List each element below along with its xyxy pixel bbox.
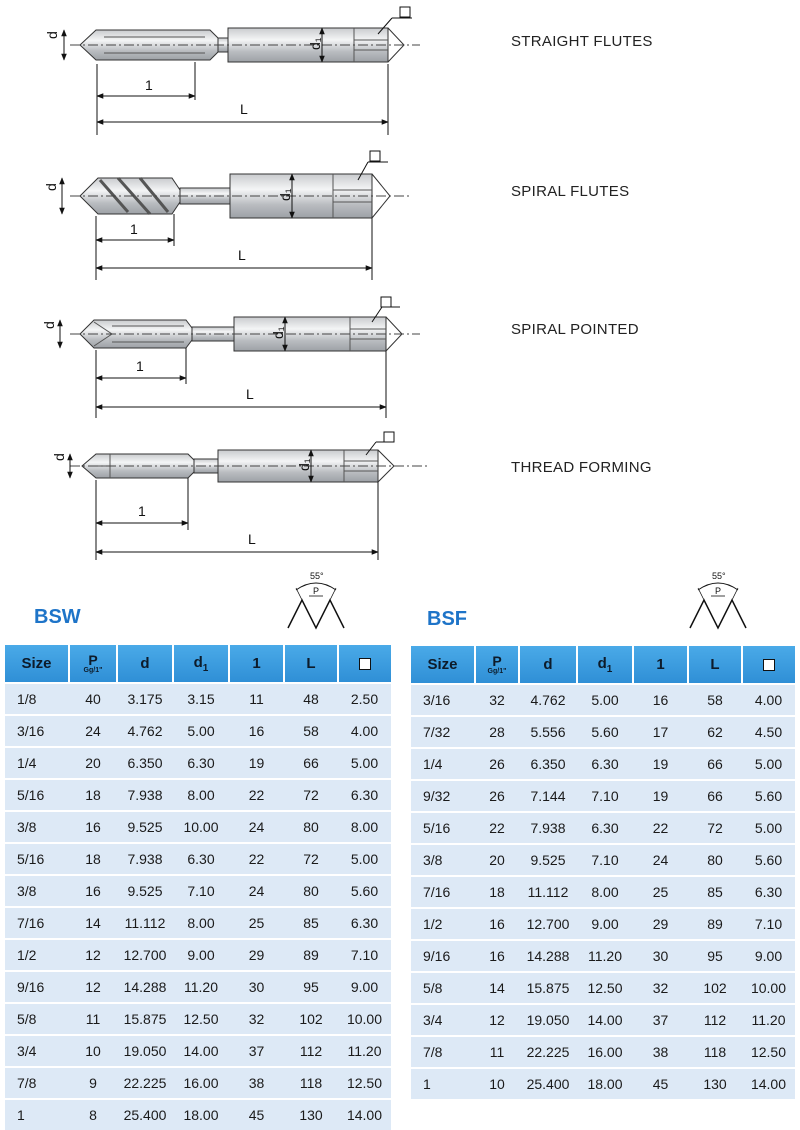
bsw-header-row: [5, 645, 391, 683]
cell-l: 16: [633, 684, 688, 716]
table-row: [5, 1003, 391, 1035]
cell-d: 11.112: [519, 876, 577, 908]
svg-text:1: 1: [138, 503, 146, 519]
cell-square: 5.00: [742, 748, 795, 780]
cell-d: 9.525: [117, 811, 173, 843]
cell-l: 24: [229, 875, 284, 907]
cell-L: 58: [284, 715, 338, 747]
svg-text:d₁: d₁: [277, 188, 293, 201]
cell-d: 11.112: [117, 907, 173, 939]
cell-pitch: 11: [475, 1036, 519, 1068]
cell-L: 80: [284, 875, 338, 907]
cell-size: 7/16: [5, 907, 69, 939]
cell-size: 3/4: [411, 1004, 475, 1036]
cell-pitch: 16: [69, 811, 117, 843]
cell-L: 102: [284, 1003, 338, 1035]
table-row: [5, 811, 391, 843]
cell-square: 12.50: [742, 1036, 795, 1068]
table-row: [411, 684, 795, 716]
cell-size: 9/16: [5, 971, 69, 1003]
cell-d1: 8.00: [173, 907, 229, 939]
cell-L: 118: [688, 1036, 742, 1068]
cell-pitch: 16: [475, 908, 519, 940]
cell-square: 2.50: [338, 683, 391, 715]
bsf-header-row: [411, 646, 795, 684]
table-row: [5, 779, 391, 811]
cell-pitch: 11: [69, 1003, 117, 1035]
tap-spiral-flutes: [43, 151, 410, 280]
cell-pitch: 32: [475, 684, 519, 716]
cell-d: 14.288: [117, 971, 173, 1003]
col-size: Size: [5, 645, 69, 683]
cell-d: 14.288: [519, 940, 577, 972]
cell-size: 5/8: [411, 972, 475, 1004]
cell-d: 7.938: [519, 812, 577, 844]
col-pitch: [475, 646, 519, 684]
cell-d: 19.050: [117, 1035, 173, 1067]
cell-l: 17: [633, 716, 688, 748]
cell-d1: 6.30: [173, 843, 229, 875]
cell-pitch: 26: [475, 780, 519, 812]
cell-d1: 9.00: [577, 908, 633, 940]
cell-d: 3.175: [117, 683, 173, 715]
cell-pitch: 20: [475, 844, 519, 876]
cell-l: 16: [229, 715, 284, 747]
cell-size: 7/8: [5, 1067, 69, 1099]
svg-text:d: d: [41, 321, 57, 329]
tap-spiral-pointed: [41, 297, 420, 418]
cell-pitch: 16: [475, 940, 519, 972]
cell-d: 4.762: [519, 684, 577, 716]
table-row: [411, 844, 795, 876]
cell-d: 15.875: [519, 972, 577, 1004]
cell-square: 6.30: [742, 876, 795, 908]
cell-d1: 18.00: [173, 1099, 229, 1130]
cell-square: 4.00: [338, 715, 391, 747]
svg-text:d₁: d₁: [307, 37, 323, 50]
cell-l: 29: [229, 939, 284, 971]
bsf-thread-pitch: P: [715, 586, 722, 596]
cell-d: 9.525: [117, 875, 173, 907]
table-row: [411, 1068, 795, 1099]
bsw-thread-angle: 55°: [310, 571, 324, 581]
svg-text:L: L: [248, 531, 256, 547]
col-d1-main: d: [193, 653, 203, 671]
cell-l: 25: [633, 876, 688, 908]
cell-L: 89: [688, 908, 742, 940]
cell-d: 4.762: [117, 715, 173, 747]
table-row: [411, 908, 795, 940]
cell-l: 29: [633, 908, 688, 940]
table-row: [411, 1004, 795, 1036]
cell-d1: 12.50: [577, 972, 633, 1004]
cell-d1: 8.00: [577, 876, 633, 908]
cell-d1: 6.30: [577, 812, 633, 844]
cell-pitch: 28: [475, 716, 519, 748]
cell-size: 3/8: [5, 811, 69, 843]
cell-L: 85: [284, 907, 338, 939]
cell-size: 1/4: [411, 748, 475, 780]
cell-pitch: 14: [69, 907, 117, 939]
table-row: [5, 683, 391, 715]
cell-l: 32: [229, 1003, 284, 1035]
cell-d: 6.350: [519, 748, 577, 780]
table-row: [5, 715, 391, 747]
col-d1-sub: 1: [606, 663, 613, 675]
cell-square: 5.00: [338, 843, 391, 875]
tap-straight-flutes: [44, 7, 420, 135]
cell-d1: 14.00: [173, 1035, 229, 1067]
table-row: [411, 812, 795, 844]
cell-size: 7/32: [411, 716, 475, 748]
cell-pitch: 16: [69, 875, 117, 907]
cell-l: 24: [229, 811, 284, 843]
table-row: [411, 716, 795, 748]
cell-L: 95: [688, 940, 742, 972]
cell-d1: 3.15: [173, 683, 229, 715]
cell-pitch: 18: [475, 876, 519, 908]
cell-square: 4.00: [742, 684, 795, 716]
cell-L: 72: [688, 812, 742, 844]
col-square: [742, 646, 795, 684]
cell-square: 10.00: [742, 972, 795, 1004]
tap-label-spiral-flutes: SPIRAL FLUTES: [511, 183, 630, 200]
cell-L: 80: [688, 844, 742, 876]
cell-l: 38: [229, 1067, 284, 1099]
cell-d: 9.525: [519, 844, 577, 876]
svg-text:L: L: [240, 101, 248, 117]
cell-l: 45: [229, 1099, 284, 1130]
svg-text:L: L: [246, 386, 254, 402]
cell-d: 6.350: [117, 747, 173, 779]
cell-pitch: 26: [475, 748, 519, 780]
cell-l: 19: [633, 780, 688, 812]
cell-square: 8.00: [338, 811, 391, 843]
table-row: [5, 939, 391, 971]
table-row: [5, 907, 391, 939]
cell-size: 5/8: [5, 1003, 69, 1035]
table-row: [5, 1035, 391, 1067]
cell-square: 12.50: [338, 1067, 391, 1099]
cell-l: 32: [633, 972, 688, 1004]
cell-l: 45: [633, 1068, 688, 1099]
bsf-thread-profile-svg: [688, 568, 752, 632]
cell-d: 22.225: [519, 1036, 577, 1068]
cell-l: 30: [229, 971, 284, 1003]
cell-square: 6.30: [338, 907, 391, 939]
cell-d1: 16.00: [577, 1036, 633, 1068]
cell-d: 25.400: [117, 1099, 173, 1130]
col-pitch-main: P: [88, 651, 98, 668]
cell-L: 130: [284, 1099, 338, 1130]
tap-thread-forming: [51, 432, 428, 560]
col-pitch-main: P: [492, 652, 502, 669]
cell-l: 22: [633, 812, 688, 844]
cell-L: 102: [688, 972, 742, 1004]
cell-d: 7.144: [519, 780, 577, 812]
cell-d1: 11.20: [577, 940, 633, 972]
cell-l: 22: [229, 779, 284, 811]
col-d1-main: d: [597, 654, 607, 672]
bsw-table: [5, 645, 391, 1130]
cell-square: 11.20: [742, 1004, 795, 1036]
cell-L: 89: [284, 939, 338, 971]
cell-square: 6.30: [338, 779, 391, 811]
svg-text:1: 1: [130, 221, 138, 237]
cell-l: 37: [633, 1004, 688, 1036]
cell-size: 9/16: [411, 940, 475, 972]
svg-text:d₁: d₁: [296, 458, 312, 471]
table-row: [411, 748, 795, 780]
cell-d1: 7.10: [577, 780, 633, 812]
cell-d: 22.225: [117, 1067, 173, 1099]
cell-L: 85: [688, 876, 742, 908]
col-l: 1: [229, 645, 284, 683]
cell-d1: 16.00: [173, 1067, 229, 1099]
cell-size: 5/16: [411, 812, 475, 844]
col-L: L: [688, 646, 742, 684]
col-pitch: [69, 645, 117, 683]
cell-square: 5.60: [742, 844, 795, 876]
bsw-thread-profile-svg: [286, 568, 350, 632]
cell-l: 25: [229, 907, 284, 939]
cell-d1: 10.00: [173, 811, 229, 843]
cell-d1: 7.10: [173, 875, 229, 907]
cell-pitch: 18: [69, 779, 117, 811]
bsw-thread-pitch: P: [313, 586, 320, 596]
cell-pitch: 10: [69, 1035, 117, 1067]
col-pitch-sub: Gg/1": [83, 666, 103, 674]
cell-pitch: 40: [69, 683, 117, 715]
cell-l: 24: [633, 844, 688, 876]
svg-text:d: d: [51, 453, 67, 461]
bsw-title: BSW: [34, 606, 81, 628]
cell-L: 66: [688, 748, 742, 780]
cell-d1: 11.20: [173, 971, 229, 1003]
table-row: [5, 747, 391, 779]
bsf-table: [411, 646, 795, 1099]
col-l: 1: [633, 646, 688, 684]
cell-size: 1: [5, 1099, 69, 1130]
cell-L: 48: [284, 683, 338, 715]
cell-d1: 8.00: [173, 779, 229, 811]
cell-size: 3/8: [5, 875, 69, 907]
cell-L: 72: [284, 779, 338, 811]
cell-square: 5.60: [742, 780, 795, 812]
cell-size: 3/8: [411, 844, 475, 876]
cell-square: 9.00: [742, 940, 795, 972]
svg-text:d: d: [44, 31, 60, 39]
svg-text:d₁: d₁: [270, 326, 286, 339]
cell-d: 7.938: [117, 779, 173, 811]
table-row: [5, 875, 391, 907]
cell-square: 4.50: [742, 716, 795, 748]
cell-size: 3/16: [5, 715, 69, 747]
col-square: [338, 645, 391, 683]
cell-square: 5.60: [338, 875, 391, 907]
cell-L: 112: [688, 1004, 742, 1036]
cell-square: 14.00: [338, 1099, 391, 1130]
cell-size: 1: [411, 1068, 475, 1099]
cell-pitch: 22: [475, 812, 519, 844]
cell-size: 1/2: [411, 908, 475, 940]
cell-pitch: 9: [69, 1067, 117, 1099]
table-row: [5, 1099, 391, 1130]
cell-d: 12.700: [519, 908, 577, 940]
bsf-title: BSF: [427, 608, 467, 630]
cell-size: 1/8: [5, 683, 69, 715]
cell-L: 118: [284, 1067, 338, 1099]
cell-square: 5.00: [742, 812, 795, 844]
cell-pitch: 8: [69, 1099, 117, 1130]
cell-square: 14.00: [742, 1068, 795, 1099]
cell-L: 58: [688, 684, 742, 716]
bsf-thread-angle: 55°: [712, 571, 726, 581]
cell-size: 5/16: [5, 843, 69, 875]
svg-text:1: 1: [136, 358, 144, 374]
cell-size: 7/16: [411, 876, 475, 908]
table-row: [411, 1036, 795, 1068]
cell-square: 5.00: [338, 747, 391, 779]
cell-d1: 6.30: [173, 747, 229, 779]
cell-L: 130: [688, 1068, 742, 1099]
col-d: d: [117, 645, 173, 683]
cell-l: 19: [633, 748, 688, 780]
cell-l: 37: [229, 1035, 284, 1067]
col-L: L: [284, 645, 338, 683]
table-row: [411, 972, 795, 1004]
bsf-thread-profile: [688, 568, 752, 637]
bsw-body: [5, 683, 391, 1130]
tap-label-spiral-pointed: SPIRAL POINTED: [511, 321, 639, 338]
cell-square: 9.00: [338, 971, 391, 1003]
cell-l: 11: [229, 683, 284, 715]
cell-pitch: 12: [69, 971, 117, 1003]
col-d1-sub: 1: [202, 662, 209, 674]
cell-d1: 14.00: [577, 1004, 633, 1036]
cell-d1: 9.00: [173, 939, 229, 971]
cell-size: 3/4: [5, 1035, 69, 1067]
cell-d1: 5.00: [173, 715, 229, 747]
cell-d: 5.556: [519, 716, 577, 748]
cell-pitch: 20: [69, 747, 117, 779]
cell-d1: 12.50: [173, 1003, 229, 1035]
cell-square: 7.10: [742, 908, 795, 940]
tap-label-straight-flutes: STRAIGHT FLUTES: [511, 33, 653, 50]
cell-L: 62: [688, 716, 742, 748]
cell-size: 5/16: [5, 779, 69, 811]
cell-pitch: 24: [69, 715, 117, 747]
cell-L: 66: [688, 780, 742, 812]
cell-square: 7.10: [338, 939, 391, 971]
cell-size: 1/4: [5, 747, 69, 779]
svg-text:L: L: [238, 247, 246, 263]
cell-d: 25.400: [519, 1068, 577, 1099]
cell-l: 22: [229, 843, 284, 875]
cell-square: 10.00: [338, 1003, 391, 1035]
cell-pitch: 12: [475, 1004, 519, 1036]
cell-d: 15.875: [117, 1003, 173, 1035]
cell-pitch: 12: [69, 939, 117, 971]
table-row: [5, 843, 391, 875]
cell-l: 30: [633, 940, 688, 972]
cell-pitch: 14: [475, 972, 519, 1004]
svg-text:1: 1: [145, 77, 153, 93]
cell-d1: 6.30: [577, 748, 633, 780]
cell-l: 38: [633, 1036, 688, 1068]
square-icon: [359, 658, 371, 670]
bsf-body: [411, 684, 795, 1099]
cell-L: 72: [284, 843, 338, 875]
cell-pitch: 18: [69, 843, 117, 875]
table-row: [5, 971, 391, 1003]
table-row: [411, 780, 795, 812]
cell-d1: 5.60: [577, 716, 633, 748]
col-d1: [173, 645, 229, 683]
cell-size: 7/8: [411, 1036, 475, 1068]
cell-d: 7.938: [117, 843, 173, 875]
cell-d: 12.700: [117, 939, 173, 971]
table-row: [5, 1067, 391, 1099]
col-d: d: [519, 646, 577, 684]
table-row: [411, 876, 795, 908]
col-d1: [577, 646, 633, 684]
cell-d1: 5.00: [577, 684, 633, 716]
cell-l: 19: [229, 747, 284, 779]
cell-size: 1/2: [5, 939, 69, 971]
cell-size: 9/32: [411, 780, 475, 812]
col-size: Size: [411, 646, 475, 684]
table-row: [411, 940, 795, 972]
bsw-thread-profile: [286, 568, 350, 637]
col-pitch-sub: Gg/1": [487, 667, 507, 675]
cell-d: 19.050: [519, 1004, 577, 1036]
cell-d1: 7.10: [577, 844, 633, 876]
tap-label-thread-forming: THREAD FORMING: [511, 459, 652, 476]
cell-square: 11.20: [338, 1035, 391, 1067]
cell-L: 66: [284, 747, 338, 779]
svg-text:d: d: [43, 183, 59, 191]
cell-L: 95: [284, 971, 338, 1003]
cell-L: 112: [284, 1035, 338, 1067]
cell-pitch: 10: [475, 1068, 519, 1099]
cell-size: 3/16: [411, 684, 475, 716]
cell-L: 80: [284, 811, 338, 843]
cell-d1: 18.00: [577, 1068, 633, 1099]
square-icon: [763, 659, 775, 671]
